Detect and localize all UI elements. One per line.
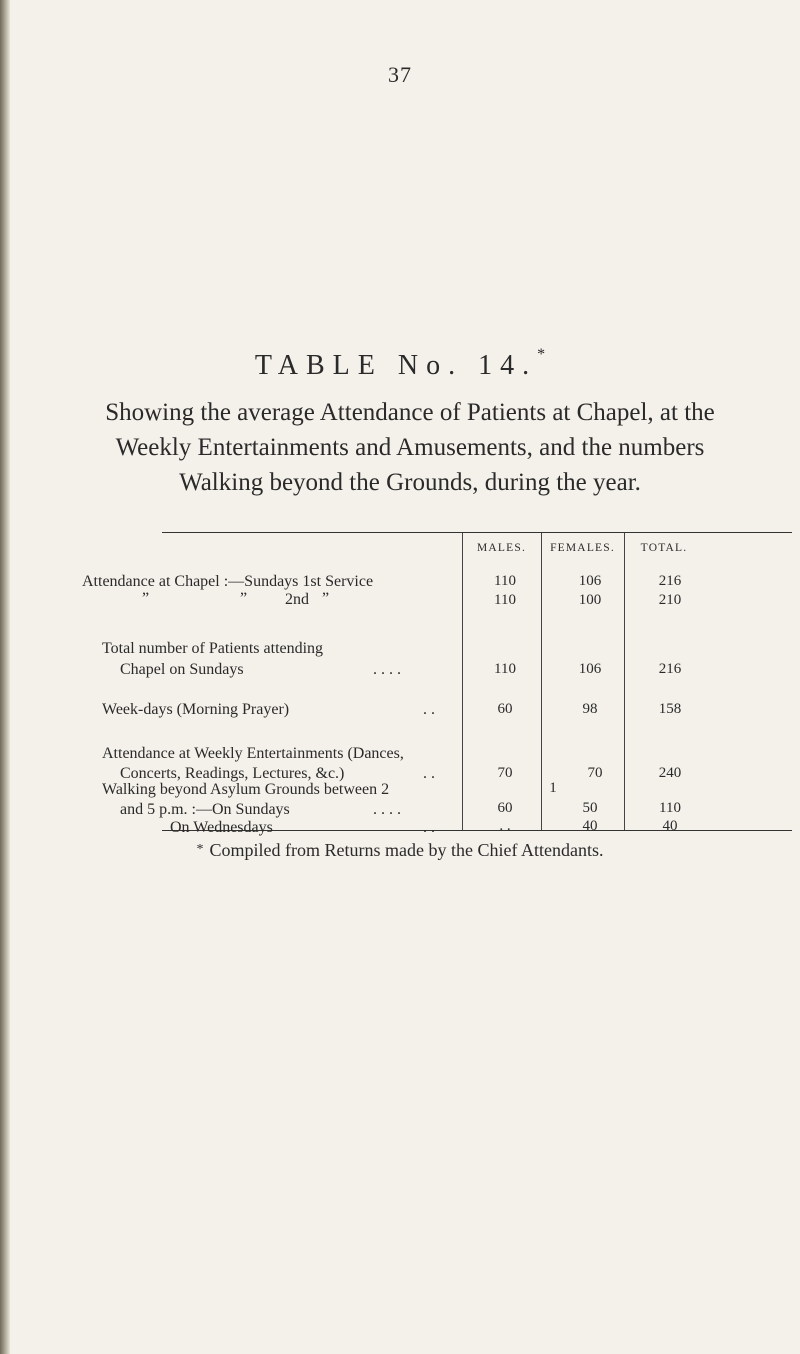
column-header-males: MALES. (476, 542, 527, 554)
cell-females-note: 1 (549, 780, 557, 796)
table-title-text: TABLE No. 14. (254, 350, 538, 381)
column-divider (624, 533, 625, 830)
cell-total: 216 (658, 573, 682, 589)
table-footnote (0, 840, 800, 861)
page-number: 37 (388, 62, 412, 87)
row-label: Total number of Patients attending (102, 640, 324, 657)
ditto-mark: ” (142, 590, 150, 607)
dot-leader: . . . . (373, 801, 401, 818)
dot-leader: . . (423, 819, 435, 836)
row-label: Walking beyond Asylum Grounds between 2 (102, 781, 390, 798)
table-top-rule (162, 532, 792, 533)
column-header-females: FEMALES. (550, 542, 615, 554)
table-subtitle (40, 395, 780, 500)
cell-total: 40 (662, 818, 678, 834)
column-header-total: TOTAL. (640, 542, 688, 554)
footnote-marker: * (196, 842, 204, 857)
cell-females: 98 (582, 701, 598, 717)
cell-males: 70 (497, 765, 513, 781)
cell-total: 110 (659, 800, 681, 816)
cell-males: 110 (494, 573, 516, 589)
book-binding-edge (0, 0, 10, 1354)
row-label: and 5 p.m. :—On Sundays (120, 801, 290, 818)
row-label: 2nd (285, 591, 309, 608)
row-label: Concerts, Readings, Lectures, &c.) (120, 765, 345, 782)
cell-females: 106 (578, 661, 602, 677)
column-divider (462, 533, 463, 830)
cell-total: 240 (658, 765, 682, 781)
dot-leader: . . (423, 765, 435, 782)
cell-total: 158 (658, 701, 682, 717)
cell-males: 110 (494, 592, 516, 608)
cell-females: 70 (587, 765, 603, 781)
cell-males: 60 (497, 800, 513, 816)
subtitle-line: Weekly Entertainments and Amusements, and the numbers (115, 434, 705, 461)
row-label: Attendance at Weekly Entertainments (Dances, (102, 745, 404, 762)
cell-total: 210 (658, 592, 682, 608)
cell-females: 100 (578, 592, 602, 608)
cell-females: 50 (582, 800, 598, 816)
ditto-mark: ” (322, 590, 330, 607)
row-label: Chapel on Sundays (120, 661, 244, 678)
table-title-marker: * (537, 346, 546, 363)
ditto-mark: ” (240, 590, 248, 607)
cell-females: 40 (582, 818, 598, 834)
cell-males: . . (499, 818, 511, 834)
subtitle-line: Walking beyond the Grounds, during the year. (179, 469, 641, 496)
row-label: Attendance at Chapel :—Sundays 1st Service (82, 573, 374, 590)
footnote-text: Compiled from Returns made by the Chief Attendants. (209, 840, 604, 860)
table-title (0, 346, 800, 382)
cell-females: 106 (578, 573, 602, 589)
row-label: On Wednesdays (170, 819, 273, 836)
dot-leader: . . . . (373, 661, 401, 678)
cell-males: 110 (494, 661, 516, 677)
cell-males: 60 (497, 701, 513, 717)
row-label: Week-days (Morning Prayer) (102, 701, 290, 718)
dot-leader: . . (423, 701, 435, 718)
cell-total: 216 (658, 661, 682, 677)
subtitle-line: Showing the average Attendance of Patients at Chapel, at the (105, 399, 715, 426)
